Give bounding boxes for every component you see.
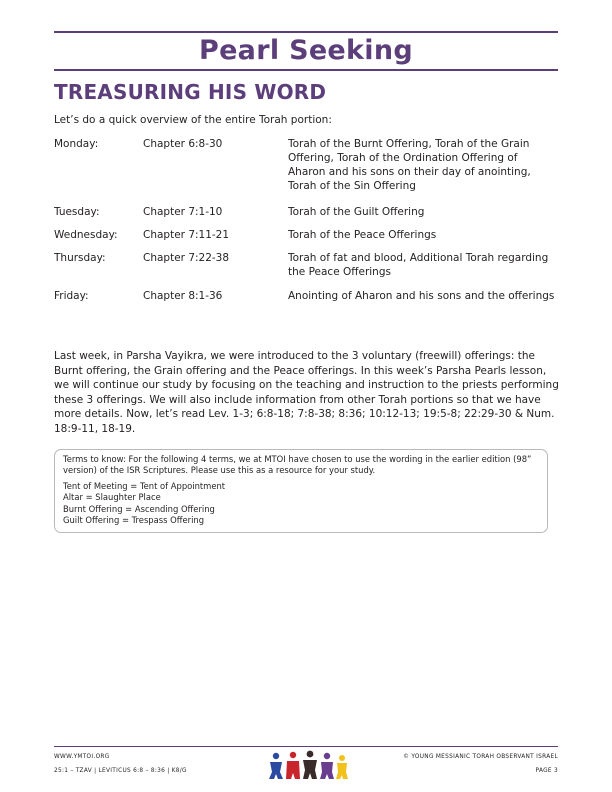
terms-box: [54, 449, 548, 533]
schedule-chapter: Chapter 6:8-30: [143, 138, 223, 150]
schedule-chapter: Chapter 7:1-10: [143, 206, 223, 218]
terms-intro: Terms to know: For the following 4 terms, we at MTOI have chosen to use the wording in the earlier edition (98” version) of the ISR Scriptures. Please use this as a resource for your study.: [63, 454, 532, 476]
children-figures-logo-icon: [268, 750, 348, 780]
banner-rule: [54, 69, 558, 71]
term-item: Tent of Meeting = Tent of Appointment: [63, 480, 226, 491]
schedule-chapter: Chapter 8:1-36: [143, 290, 223, 302]
section-title: TREASURING HIS WORD: [54, 80, 327, 104]
figure-purple: [320, 753, 334, 779]
footer-website[interactable]: WWW.YMTOI.ORG: [54, 754, 110, 760]
term-item: Guilt Offering = Trespass Offering: [63, 515, 205, 526]
page-banner: Pearl Seeking: [198, 35, 414, 66]
footer-page-number: PAGE 3: [535, 768, 558, 774]
body-paragraph: Last week, in Parsha Vayikra, we were introduced to the 3 voluntary (freewill) offerings: the Burnt offering, the Grain offering and the Peace offerings. In this week’s Parsha Pearls lesson, we will continue our study by focusing on the teaching and instruction to the priests performing these 3 offerings. We will also include information from other Torah portions so that we have more details. Now, let’s read Lev. 1-3; 6:8-18; 7:8-38; 8:36; 10:12-13; 19:5-8; 22:29-30 & Num. 18:9-11, 18-19.: [54, 350, 559, 435]
schedule-day: Wednesday:: [54, 229, 118, 241]
schedule-day: Thursday:: [54, 252, 106, 264]
schedule-day: Tuesday:: [54, 206, 100, 218]
term-item: Altar = Slaughter Place: [63, 492, 161, 503]
schedule-description: Anointing of Aharon and his sons and the offerings: [288, 290, 555, 302]
schedule-chapter: Chapter 7:22-38: [143, 252, 230, 264]
footer-organization: © YOUNG MESSIANIC TORAH OBSERVANT ISRAEL: [403, 754, 558, 760]
figure-red: [286, 752, 300, 779]
footer-reference: 25:1 – TZAV | LEVITICUS 6:8 – 8:36 | K8/G: [54, 768, 187, 774]
schedule-description: Torah of the Guilt Offering: [288, 206, 425, 218]
schedule-description: Torah of the Peace Offerings: [288, 229, 437, 241]
figure-blue: [269, 753, 283, 779]
figure-dark: [303, 751, 317, 779]
schedule-description: Torah of fat and blood, Additional Torah regarding the Peace Offerings: [288, 252, 549, 278]
schedule-chapter: Chapter 7:11-21: [143, 229, 230, 241]
schedule-day: Friday:: [54, 290, 89, 302]
schedule-description: Torah of the Burnt Offering, Torah of the Grain Offering, Torah of the Ordination Offering of Aharon and his sons on their day of anointing, Torah of the Sin Offering: [288, 138, 531, 192]
schedule-day: Monday:: [54, 138, 99, 150]
footer-rule: [54, 746, 558, 747]
term-item: Burnt Offering = Ascending Offering: [63, 503, 215, 514]
intro-text: Let’s do a quick overview of the entire Torah portion:: [54, 114, 332, 126]
figure-yellow: [336, 755, 348, 779]
